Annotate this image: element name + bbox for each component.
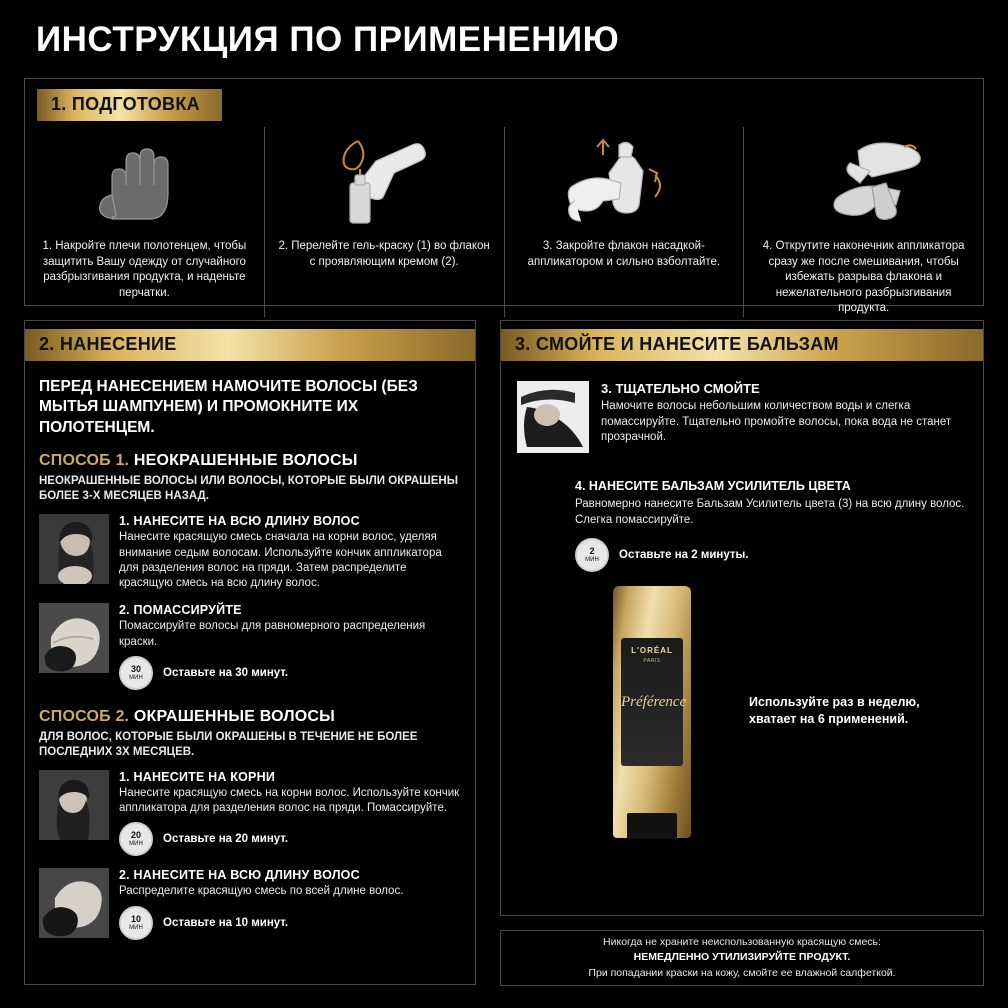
method2-item-heading: 1. НАНЕСИТЕ НА КОРНИ	[119, 769, 276, 784]
tube-label	[621, 638, 687, 766]
timer-row	[119, 656, 461, 690]
product-illustration-wrap	[517, 586, 967, 856]
page-title: ИНСТРУКЦИЯ ПО ПРИМЕНЕНИЮ	[36, 20, 620, 59]
section2-heading: 2. НАНЕСЕНИЕ	[25, 329, 475, 361]
timer-label: Оставьте на 30 минут.	[163, 666, 289, 679]
warning-box	[500, 930, 984, 986]
warning-line-2: НЕМЕДЛЕННО УТИЛИЗИРУЙТЕ ПРОДУКТ.	[633, 951, 851, 964]
method1-label: СПОСОБ 1.	[39, 452, 130, 470]
method1-item-text: Нанесите красящую смесь сначала на корни волос, уделяя внимание седым волосам. Используйте кончик аппликатора для разделения волос на пряди. Затем распределите красящую смесь на всю длину волос.	[119, 531, 442, 590]
warning-line-3: При попадании краски на кожу, смойте ее влажной салфеткой.	[588, 966, 896, 979]
step4-block	[575, 479, 967, 572]
step3-body	[601, 381, 967, 453]
section3-heading: 3. СМОЙТЕ И НАНЕСИТЕ БАЛЬЗАМ	[501, 329, 983, 361]
timer-icon	[575, 538, 609, 572]
shake-bottle-icon	[513, 127, 736, 239]
timer-unit: МИН	[129, 674, 143, 681]
timer-value: 20	[130, 830, 141, 841]
step3-heading: 3. ТЩАТЕЛЬНО СМОЙТЕ	[601, 381, 760, 396]
method2-item	[39, 868, 461, 939]
method2-label: СПОСОБ 2.	[39, 707, 130, 725]
timer-label: Оставьте на 20 минут.	[163, 833, 289, 846]
brand-name: L'ORÉAL	[631, 646, 673, 656]
preparation-step	[504, 127, 744, 317]
method2-item-body	[119, 868, 461, 939]
warning-text	[588, 935, 895, 981]
method1-item-text: Помассируйте волосы для равномерного распределения краски.	[119, 620, 426, 648]
step4-heading: 4. НАНЕСИТЕ БАЛЬЗАМ УСИЛИТЕЛЬ ЦВЕТА	[575, 479, 851, 493]
timer-label: Оставьте на 2 минуты.	[619, 549, 749, 562]
method1-item	[39, 603, 461, 690]
preparation-step	[743, 127, 983, 317]
method1-item-body	[119, 514, 461, 591]
tube-cap	[627, 813, 677, 839]
section3-content	[501, 361, 983, 856]
usage-note: Используйте раз в неделю, хватает на 6 применений.	[749, 695, 920, 726]
section-application	[24, 320, 476, 985]
timer-unit: МИН	[585, 557, 599, 564]
pouring-bottle-icon	[273, 127, 496, 239]
method2-name: ОКРАШЕННЫЕ ВОЛОСЫ	[133, 707, 336, 725]
method2-title	[39, 708, 461, 726]
section2-content	[25, 361, 475, 940]
timer-value: 2	[589, 546, 595, 557]
rinsing-hair-photo	[517, 381, 589, 453]
woman-massaging-hair-photo	[39, 603, 109, 673]
product-name: Préférence	[621, 694, 687, 711]
timer-unit: МИН	[129, 841, 143, 848]
timer-value: 10	[130, 913, 141, 924]
section2-heading-wrap	[25, 321, 475, 361]
timer-icon	[119, 822, 153, 856]
application-intro: ПЕРЕД НАНЕСЕНИЕМ НАМОЧИТЕ ВОЛОСЫ (БЕЗ МЫТЬЯ ШАМПУНЕМ) И ПРОМОКНИТЕ ИХ ПОЛОТЕНЦЕМ.	[39, 378, 418, 436]
method2-item-text: Нанесите красящую смесь на корни волос. Используйте кончик аппликатора для разделения волос на пряди. Помассируйте.	[119, 786, 460, 815]
method1-subtitle: НЕОКРАШЕННЫЕ ВОЛОСЫ ИЛИ ВОЛОСЫ, КОТОРЫЕ БЫЛИ ОКРАШЕНЫ БОЛЕЕ 3-Х МЕСЯЦЕВ НАЗАД.	[39, 475, 458, 503]
section-preparation	[24, 78, 984, 315]
preparation-step-caption: 3. Закройте флакон насадкой-аппликатором и сильно взболтайте.	[527, 240, 721, 268]
timer-label: Оставьте на 10 минут.	[163, 916, 289, 929]
section1-heading: 1. ПОДГОТОВКА	[37, 89, 222, 121]
timer-row	[119, 822, 461, 856]
timer-row	[575, 538, 967, 572]
timer-icon	[119, 656, 153, 690]
gloves-icon	[33, 127, 256, 239]
step4-text: Равномерно нанесите Бальзам Усилитель цвета (3) на всю длину волос. Слегка помассируйте.	[575, 498, 965, 526]
section1-heading-wrap	[25, 79, 983, 121]
woman-applying-color-photo	[39, 514, 109, 584]
preparation-step	[25, 127, 264, 317]
method1-item-heading: 2. ПОМАССИРУЙТЕ	[119, 603, 242, 618]
method2-item-text: Распределите красящую смесь по всей длине волос.	[119, 885, 404, 898]
open-applicator-icon	[752, 127, 975, 239]
timer-unit: МИН	[129, 924, 143, 931]
brand-sub: PARIS	[643, 658, 661, 665]
method2-item-body	[119, 770, 461, 857]
method2-item-heading: 2. НАНЕСИТЕ НА ВСЮ ДЛИНУ ВОЛОС	[119, 868, 360, 883]
timer-icon	[119, 906, 153, 940]
timer-row	[119, 906, 461, 940]
method2-subtitle: ДЛЯ ВОЛОС, КОТОРЫЕ БЫЛИ ОКРАШЕНЫ В ТЕЧЕНИЕ НЕ БОЛЕЕ ПОСЛЕДНИХ 3Х МЕСЯЦЕВ.	[39, 730, 418, 758]
method1-title	[39, 452, 461, 470]
preparation-step-caption: 1. Накройте плечи полотенцем, чтобы защитить Вашу одежду от случайного разбрызгивания продукта, и наденьте перчатки.	[42, 240, 247, 299]
balm-tube-image	[613, 586, 691, 838]
timer-value: 30	[130, 663, 141, 674]
method1-item-body	[119, 603, 461, 690]
section-rinse-and-balm	[500, 320, 984, 916]
woman-full-length-application-photo	[39, 868, 109, 938]
section3-heading-wrap	[501, 321, 983, 361]
method1-name: НЕОКРАШЕННЫЕ ВОЛОСЫ	[133, 452, 358, 470]
warning-line-1: Никогда не храните неиспользованную красящую смесь:	[603, 936, 881, 949]
preparation-step-caption: 4. Открутите наконечник аппликатора сразу же после смешивания, чтобы избежать разрыва флакона и нежелательного разбрызгивания продукта.	[762, 240, 965, 315]
preparation-steps	[25, 127, 983, 317]
method1-item-heading: 1. НАНЕСИТЕ НА ВСЮ ДЛИНУ ВОЛОС	[119, 514, 360, 529]
preparation-step	[264, 127, 504, 317]
step3-row	[517, 381, 967, 453]
step3-text: Намочите волосы небольшим количеством воды и слегка помассируйте. Тщательно промойте волосы, пока вода не станет прозрачной.	[601, 400, 952, 444]
preparation-step-caption: 2. Перелейте гель-краску (1) во флакон с проявляющим кремом (2).	[278, 240, 490, 268]
method2-item	[39, 770, 461, 857]
method1-item	[39, 514, 461, 591]
woman-roots-application-photo	[39, 770, 109, 840]
